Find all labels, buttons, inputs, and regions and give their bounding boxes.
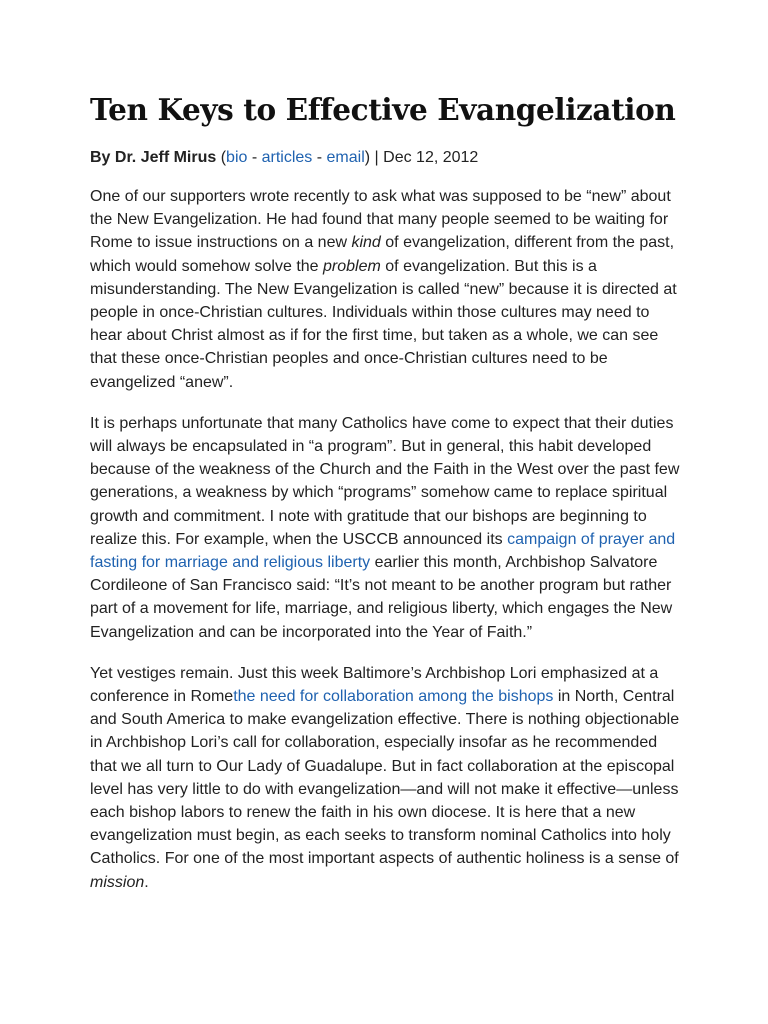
- paragraph-2: [90, 412, 680, 644]
- emphasis-mission: mission: [90, 873, 145, 891]
- articles-link[interactable]: articles: [261, 149, 313, 166]
- paragraph-3: [90, 662, 680, 894]
- collaboration-link[interactable]: the need for collaboration among the bishops: [233, 688, 554, 706]
- byline-separator: -: [247, 149, 262, 166]
- author-name: By Dr. Jeff Mirus: [90, 149, 217, 166]
- paragraph-1: [90, 185, 680, 394]
- byline-separator: -: [312, 149, 327, 166]
- paragraph-text: .: [144, 873, 149, 891]
- publish-date: Dec 12, 2012: [383, 149, 479, 166]
- paragraph-text: of evangelization, different from the past, which would somehow solve the: [90, 234, 675, 275]
- campaign-link[interactable]: campaign of prayer and fasting for marriage and religious liberty: [90, 530, 676, 572]
- paragraph-text: Yet vestiges remain. Just this week Baltimore’s Archbishop Lori emphasized at a conference in Rome: [90, 664, 659, 706]
- emphasis-problem: problem: [323, 257, 381, 275]
- paragraph-text: earlier this month, Archbishop Salvatore Cordileone of San Francisco said: “It’s not meant to be another program but rather part of a movement for life, marriage, and religious liberty, which engages the New Evangelization and can be incorporated into the Year of Faith.”: [90, 554, 673, 641]
- article: [90, 88, 680, 912]
- paragraph-text: in North, Central and South America to make evangelization effective. There is nothing objectionable in Archbishop Lori’s call for collaboration, especially insofar as he recommended that we all turn to Our Lady of Guadalupe. But in fact collaboration at the episcopal level has very little to do with evangelization—and will not make it effective—unless each bishop labors to renew the faith in his own diocese. It is here that a new evangelization must begin, as each seeks to transform nominal Catholics into holy Catholics. For one of the most important aspects of authentic holiness is a sense of: [90, 688, 680, 868]
- byline: [90, 146, 680, 169]
- emphasis-kind: kind: [351, 234, 381, 252]
- byline-close: ) |: [364, 149, 384, 166]
- paragraph-text: It is perhaps unfortunate that many Catholics have come to expect that their duties will always be encapsulated in “a program”. But in general, this habit developed because of the weakness of the Church and the Faith in the West over the past few generations, a weakness by which “programs” somehow came to replace spiritual growth and commitment. I note with gratitude that our bishops are beginning to realize this. For example, when the USCCB announced its: [90, 414, 680, 548]
- email-link[interactable]: email: [326, 149, 365, 166]
- paragraph-text: of evangelization. But this is a misunderstanding. The New Evangelization is called “new” because it is directed at people in once-Christian cultures. Individuals within those cultures may need to hear about Christ almost as if for the first time, but taken as a whole, we can see that these once-Christian peoples and once-Christian cultures need to be evangelized “anew”.: [90, 257, 677, 391]
- byline-open-paren: (: [216, 149, 227, 166]
- paragraph-text: One of our supporters wrote recently to ask what was supposed to be “new” about the New Evangelization. He had found that many people seemed to be waiting for Rome to issue instructions on a new: [90, 188, 671, 252]
- bio-link[interactable]: bio: [226, 149, 248, 166]
- article-title: Ten Keys to Effective Evangelization: [90, 92, 676, 127]
